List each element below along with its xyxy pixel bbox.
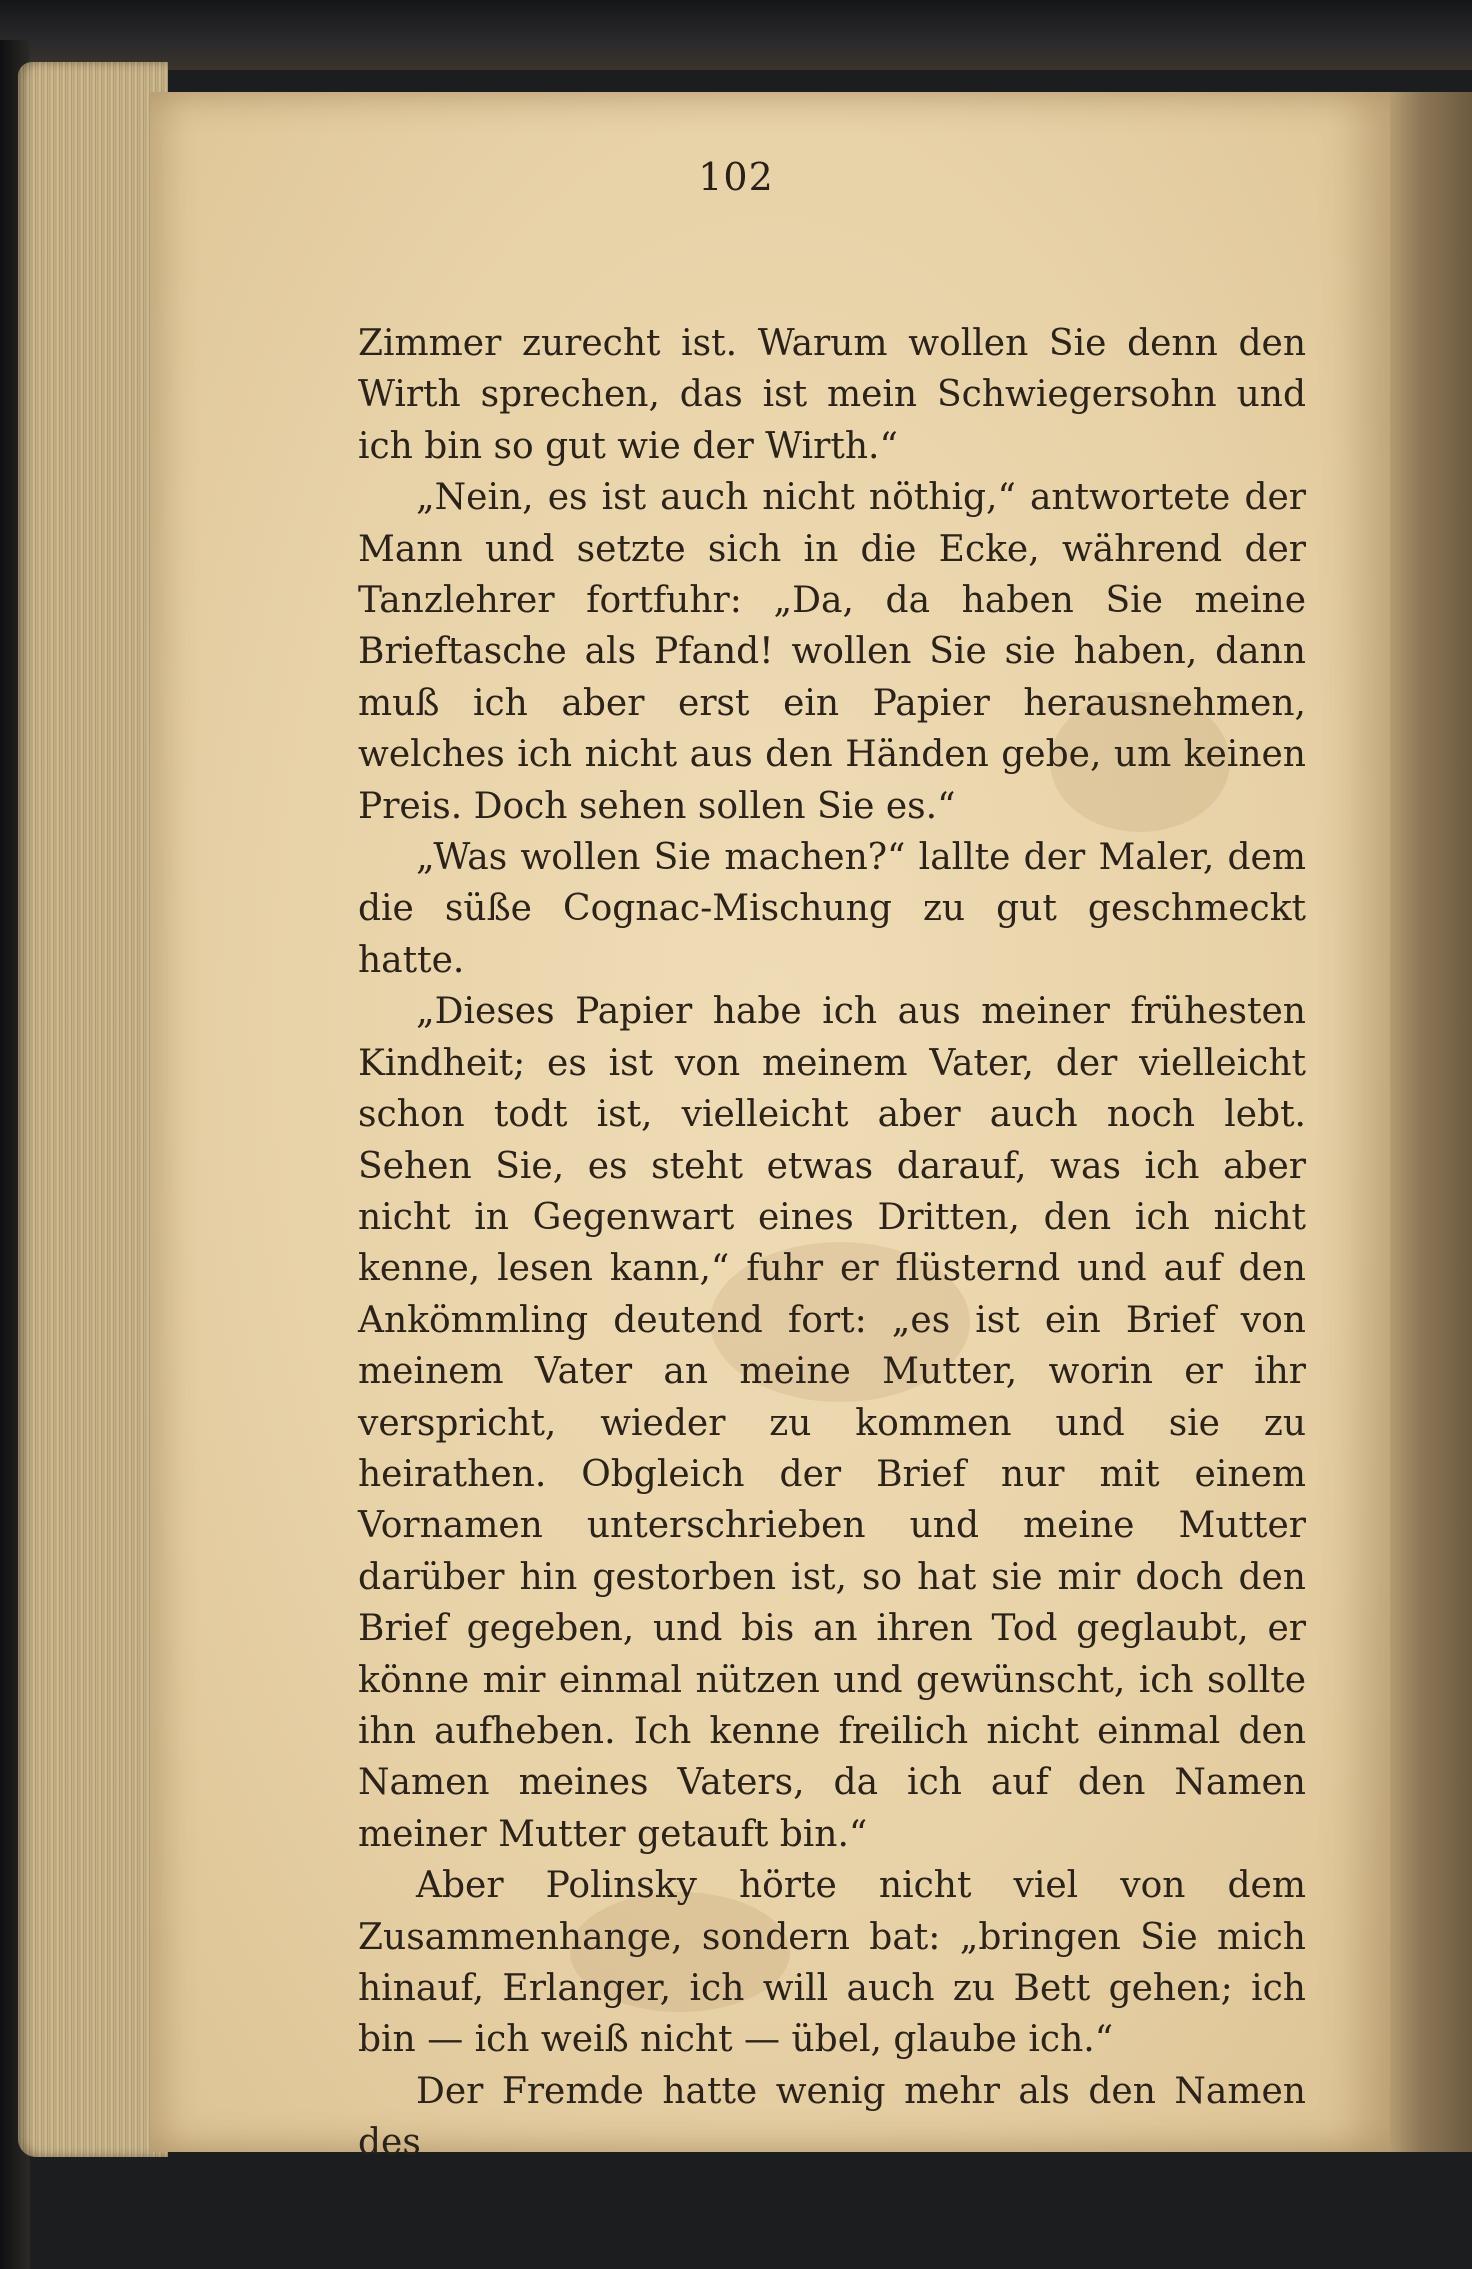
paragraph: Der Fremde hatte wenig mehr als den Namen des	[358, 2070, 1306, 2164]
paragraph: „Was wollen Sie machen?“ lallte der Maler, dem die süße Cognac-Mischung zu gut geschmeckt hatte.	[358, 837, 1306, 981]
paragraph: Zimmer zurecht ist. Warum wollen Sie denn den Wirth sprechen, das ist mein Schwiegersohn und ich bin so gut wie der Wirth.“	[358, 323, 1306, 467]
book-gutter	[1388, 92, 1472, 2152]
paragraph: Aber Polinsky hörte nicht viel von dem Zusammenhange, sondern bat: „bringen Sie mich hinauf, Erlanger, ich will auch zu Bett gehen; ich bin — ich weiß nicht — übel, glaube ich.“	[358, 1865, 1306, 2061]
paragraph: „Nein, es ist auch nicht nöthig,“ antwortete der Mann und setzte sich in die Ecke, während der Tanzlehrer fortfuhr: „Da, da haben Sie meine Brieftasche als Pfand! wollen Sie sie haben, dann muß ich aber erst ein Papier herausnehmen, welches ich nicht aus den Händen gebe, um keinen Preis. Doch sehen sollen Sie es.“	[358, 477, 1306, 827]
body-text	[358, 318, 1306, 2169]
page-edges	[18, 62, 168, 2157]
paragraph: „Dieses Papier habe ich aus meiner frühesten Kindheit; es ist von meinem Vater, der vielleicht schon todt ist, vielleicht aber auch noch lebt. Sehen Sie, es steht etwas darauf, was ich aber nicht in Gegenwart eines Dritten, den ich nicht kenne, lesen kann,“ fuhr er flüsternd und auf den Ankömmling deutend fort: „es ist ein Brief von meinem Vater an meine Mutter, worin er ihr verspricht, wieder zu kommen und sie zu heirathen. Obgleich der Brief nur mit einem Vornamen unterschrieben und meine Mutter darüber hin gestorben ist, so hat sie mir doch den Brief gegeben, und bis an ihren Tod geglaubt, er könne mir einmal nützen und gewünscht, ich sollte ihn aufheben. Ich kenne freilich nicht einmal den Namen meines Vaters, da ich auf den Namen meiner Mutter getauft bin.“	[358, 991, 1306, 1855]
page-number: 102	[698, 155, 774, 199]
book-cover-top	[0, 0, 1472, 70]
